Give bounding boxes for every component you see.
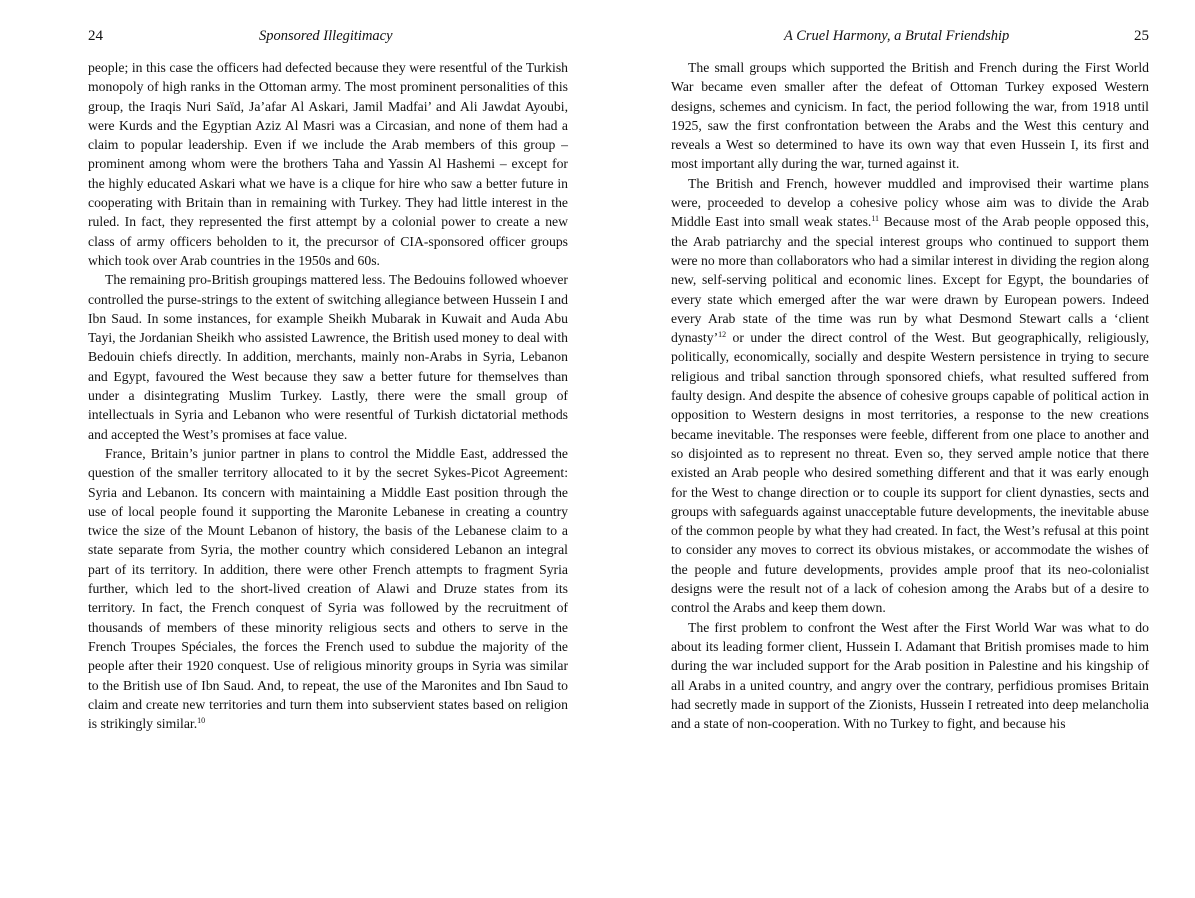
paragraph: The small groups which supported the British and French during the First World War became even smaller after the defeat of Ottoman Turkey exposed Western designs, schemes and cynicism. In fact, the period following the war, from 1918 until 1925, saw the first confrontation between the Arabs and the West this century and reveals a West so determined to have its own way that even Hussein I, its first and most important ally during the war, turned against it. — [671, 60, 1149, 172]
paragraph: people; in this case the officers had defected because they were resentful of the Turkish monopoly of high ranks in the Ottoman army. The most prominent personalities of this group, the Iraqis Nuri Saïd, Ja’afar Al Askari, Jamil Madfai’ and Ali Jawdat Ayoubi, were Kurds and the Egyptian Aziz Al Masri was a Circasian, and none of them had a claim to popular leadership. Even if we include the Arab members of this group – prominent among whom were the brothers Taha and Yassin Al Hashemi – except for the highly educated Askari what we have is a clique for hire who saw a better future in cooperating with Britain than in remaining with Turkey. They had little interest in the ruled. In fact, they represented the first attempt by a colonial power to create a new class of army officers beholden to it, the precursor of CIA-sponsored officer groups which took over Arab countries in the 1950s and 60s. — [88, 60, 568, 268]
paragraph: The first problem to confront the West after the First World War was what to do about its leading former client, Hussein I. Adamant that British promises made to him during the war included support for the Arab position in Palestine and his kingship of all Arabs in a united country, and angry over the contrary, perfidious promises Britain had secretly made in support of the Zionists, Hussein I retreated into deep melancholia and a state of non-cooperation. With no Turkey to fight, and because his — [671, 619, 1149, 732]
left-running-head — [88, 28, 568, 52]
footnote-marker: 11 — [871, 214, 880, 224]
footnote-marker: 12 — [718, 330, 727, 340]
left-page-body — [88, 58, 568, 733]
running-head-title: Sponsored Illegitimacy — [259, 28, 393, 44]
running-head-title: A Cruel Harmony, a Brutal Friendship — [784, 28, 1010, 44]
paragraph: The British and French, however muddled and improvised their wartime plans were, proceeded to develop a cohesive policy whose aim was to divide the Arab Middle East into small weak states.$^{11}$ Because most of the Arab people opposed this, the Arab patriarchy and the special interest groups who continued to support them were no more than collaborators who had a similar interest in dividing the region along new, self-serving political and economic lines. Except for Egypt, the boundaries of every state which emerged after the war were drawn by European powers. Indeed every Arab state of the time was run by what Desmond Stewart calls a ‘client dynasty’$^{12}$ or under the direct control of the West. But geographically, religiously, politically, economically, socially and despite Western persistence in trying to secure religious and tribal sanction through sponsored chiefs, what resulted suffered from faulty design. And despite the absence of cohesive groups capable of political action in opposition to Western designs in most territories, a response to the new creations became inevitable. The responses were feeble, different from one place to another and so disjointed as to represent no threat. Even so, they served ample notice that there existed an Arab people who desired something different and that it was early enough for the West to change direction or to couple its support for client dynasties, sects and groups with safeguards against unacceptable future developments, the inevitable abuse of the common people by what they had created. In fact, the West’s refusal at this point to consider any moves to correct its obvious mistakes, or accommodate the wishes of the people and future developments, provides ample proof that its neo-colonialist designs were the result not of a lack of cohesion among the Arabs but of a desire to control the Arabs and keep them down. — [671, 175, 1149, 616]
left-page — [88, 0, 568, 733]
footnote-marker: 10 — [197, 716, 206, 726]
paragraph: The remaining pro-British groupings mattered less. The Bedouins followed whoever controlled the purse-strings to the extent of switching allegiance between Hussein I and Ibn Saud. In some instances, for example Sheikh Mubarak in Kuwait and Auda Abu Tayi, the Jordanian Sheikh who assisted Lawrence, the British used money to deal with Bedouin chiefs directly. In addition, merchants, mainly non-Arabs in Syria, Lebanon and Egypt, favoured the West because they saw a better future for themselves than under a disintegrating Muslim Turkey. Lastly, there were the small group of intellectuals in Syria and Lebanon who were resentful of Turkish dictatorial methods and accepted the West’s promises at face value. — [88, 272, 568, 442]
page-number: 25 — [1134, 28, 1149, 44]
right-page-body — [671, 58, 1149, 733]
page-number: 24 — [88, 28, 103, 44]
right-page — [671, 0, 1149, 733]
paragraph: France, Britain’s junior partner in plans to control the Middle East, addressed the question of the smaller territory allocated to it by the secret Sykes-Picot Agreement: Syria and Lebanon. Its concern with maintaining a Middle East position through the use of local people found it supporting the Maronite Lebanese in creating a country twice the size of the Mount Lebanon of history, the basis of the Lebanese claim to a state separate from Syria, the mother country which considered Lebanon an integral part of its territory. In addition, there were other French attempts to fragment Syria further, which led to the short-lived creation of Alawi and Druze states from its territory. In fact, the French conquest of Syria was followed by the recruitment of thousands of members of these minority religious sects and others to serve in the French Troupes Spéciales, the forces the French used to subdue the majority of the people after their 1920 conquest. Use of religious minority groups in Syria was similar to the British use of Ibn Saud. And, to repeat, the use of the Maronites and Ibn Saud to claim and create new territories and turn them into subservient states based on religion is strikingly similar.$^{10}$ — [88, 445, 568, 732]
right-running-head — [671, 28, 1149, 52]
